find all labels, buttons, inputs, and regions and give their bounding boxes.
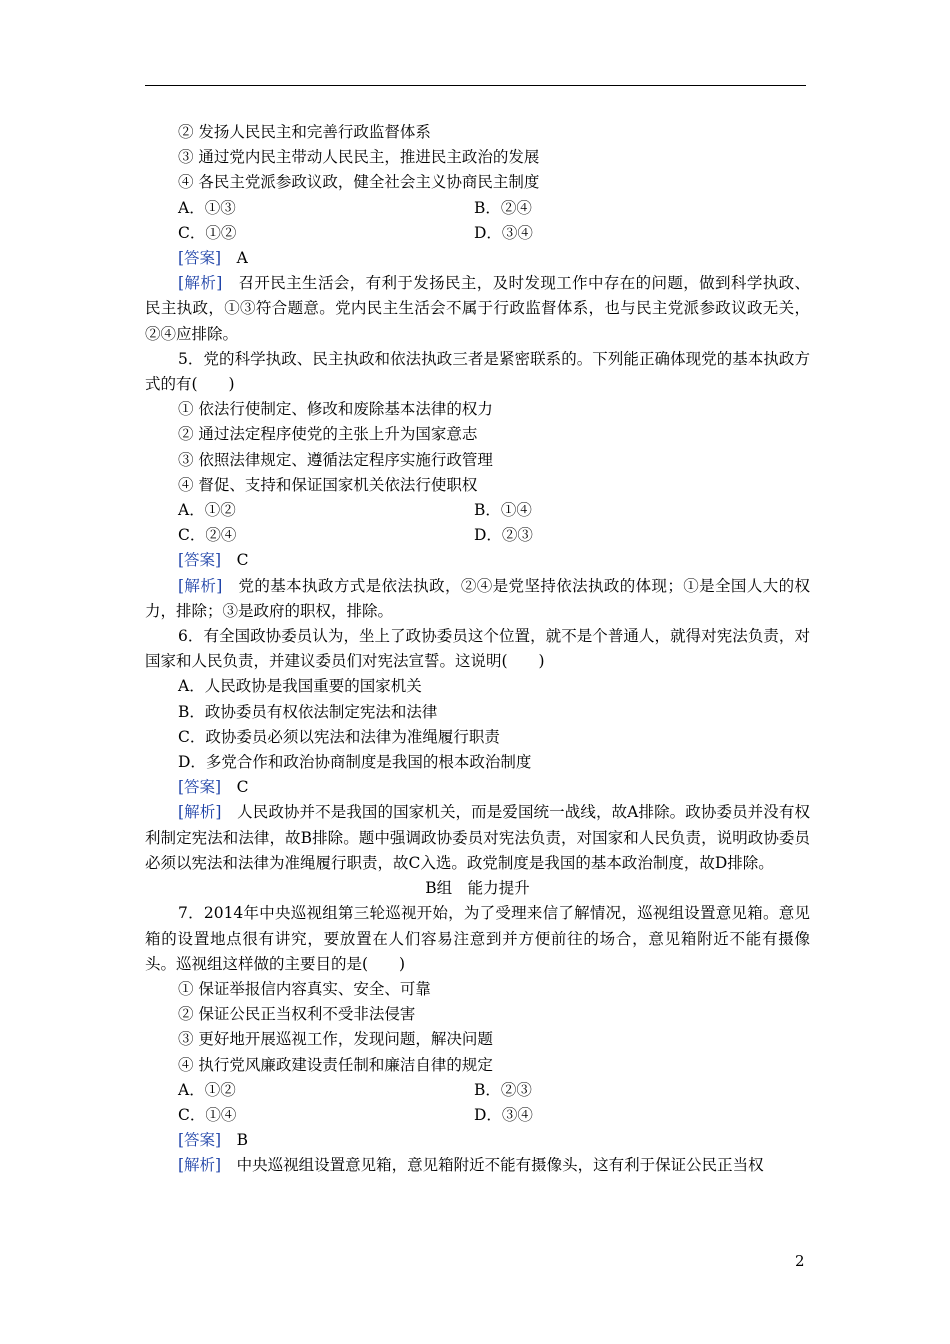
q6-option-b: B．政协委员有权依法制定宪法和法律	[178, 702, 438, 721]
q6-stem: 6．有全国政协委员认为，坐上了政协委员这个位置，就不是个普通人，就得对宪法负责，对国家和人民负责，并建议委员们对宪法宣誓。这说明( )	[145, 627, 810, 671]
q7-options-row-1	[145, 1078, 810, 1103]
q6-option-a: A．人民政协是我国重要的国家机关	[178, 677, 422, 696]
q5-stem: 5．党的科学执政、民主执政和依法执政三者是紧密联系的。下列能正确体现党的基本执政方式的有( )	[145, 349, 810, 394]
answer-tag: [答案]	[178, 551, 222, 570]
q4-item-2: ② 发扬人民民主和完善行政监督体系	[178, 123, 431, 141]
analysis-tag: [解析]	[178, 803, 222, 822]
section-heading: B组 能力提升	[425, 879, 530, 898]
header-rule	[145, 85, 806, 86]
q7-option-c: C．①④	[178, 1105, 237, 1124]
q6-option-c: C．政协委员必须以宪法和法律为准绳履行职责	[178, 727, 500, 746]
q5-item-3: ③ 依照法律规定、遵循法定程序实施行政管理	[178, 450, 493, 469]
q5-options-row-2	[145, 523, 810, 548]
q6-answer	[145, 775, 810, 800]
q7-option-d: D．③④	[474, 1105, 533, 1124]
q4-options-row-1	[145, 196, 810, 221]
analysis-text: 人民政协并不是我国的国家机关，而是爱国统一战线，故A排除。政协委员并没有权利制定宪法和法律，故B排除。题中强调政协委员对宪法负责，对国家和人民负责，说明政协委员必须以宪法和法律为准绳履行职责，故C入选。政党制度是我国的基本政治制度，故D排除。	[145, 803, 810, 872]
answer-value: C	[221, 551, 249, 570]
analysis-text: 党的基本执政方式是依法执政，②④是党坚持依法执政的体现；①是全国人大的权力，排除；③是政府的职权，排除。	[145, 576, 810, 620]
q7-item-4: ④ 执行党风廉政建设责任制和廉洁自律的规定	[178, 1055, 493, 1074]
q7-item-1: ① 保证举报信内容真实、安全、可靠	[178, 979, 431, 998]
q5-option-a: A．①②	[178, 501, 236, 520]
q4-answer	[145, 246, 810, 271]
q4-options-row-2	[145, 221, 810, 246]
q7-item-3: ③ 更好地开展巡视工作，发现问题，解决问题	[178, 1030, 493, 1049]
q4-item-3: ③ 通过党内民主带动人民民主，推进民主政治的发展	[178, 148, 540, 167]
answer-tag: [答案]	[178, 1131, 222, 1150]
analysis-tag: [解析]	[178, 274, 223, 293]
q7-stem: 7．2014年中央巡视组第三轮巡视开始，为了受理来信了解情况，巡视组设置意见箱。意见箱的设置地点很有讲究，要放置在人们容易注意到并方便前往的场合，意见箱附近不能有摄像头。巡视组这样做的主要目的是( )	[145, 904, 810, 973]
q5-options-row-1	[145, 498, 810, 523]
q5-item-1: ① 依法行使制定、修改和废除基本法律的权力	[178, 400, 493, 419]
q4-item-4: ④ 各民主党派参政议政，健全社会主义协商民主制度	[178, 173, 540, 192]
q4-option-c: C．①②	[178, 223, 237, 242]
q5-option-d: D．②③	[474, 526, 533, 545]
analysis-tag: [解析]	[178, 576, 223, 595]
page-number: 2	[795, 1252, 805, 1270]
q5-option-c: C．②④	[178, 526, 237, 545]
q4-option-d: D．③④	[474, 223, 533, 242]
q5-option-b: B．①④	[474, 501, 532, 520]
q7-option-b: B．②③	[474, 1080, 532, 1099]
q5-answer	[145, 548, 810, 573]
q6-analysis	[145, 800, 810, 876]
q4-option-a: A．①③	[178, 198, 236, 217]
q5-item-2: ② 通过法定程序使党的主张上升为国家意志	[178, 425, 478, 444]
analysis-text: 中央巡视组设置意见箱，意见箱附近不能有摄像头，这有利于保证公民正当权	[221, 1156, 764, 1175]
q7-item-2: ② 保证公民正当权利不受非法侵害	[178, 1005, 416, 1024]
q7-analysis	[145, 1153, 810, 1178]
q4-analysis	[145, 271, 810, 347]
q7-option-a: A．①②	[178, 1080, 236, 1099]
document-body	[145, 120, 810, 1179]
q4-option-b: B．②④	[474, 198, 532, 217]
analysis-text: 召开民主生活会，有利于发扬民主，及时发现工作中存在的问题，做到科学执政、民主执政，①③符合题意。党内民主生活会不属于行政监督体系，也与民主党派参政议政无关，②④应排除。	[145, 274, 810, 343]
answer-value: A	[221, 249, 248, 268]
q7-options-row-2	[145, 1103, 810, 1128]
answer-tag: [答案]	[178, 778, 222, 797]
answer-value: B	[221, 1131, 248, 1150]
analysis-tag: [解析]	[178, 1156, 222, 1175]
q5-item-4: ④ 督促、支持和保证国家机关依法行使职权	[178, 475, 478, 494]
answer-tag: [答案]	[178, 249, 222, 268]
answer-value: C	[221, 778, 249, 797]
q5-analysis	[145, 574, 810, 624]
q6-option-d: D．多党合作和政治协商制度是我国的根本政治制度	[178, 753, 532, 772]
q7-answer	[145, 1128, 810, 1153]
